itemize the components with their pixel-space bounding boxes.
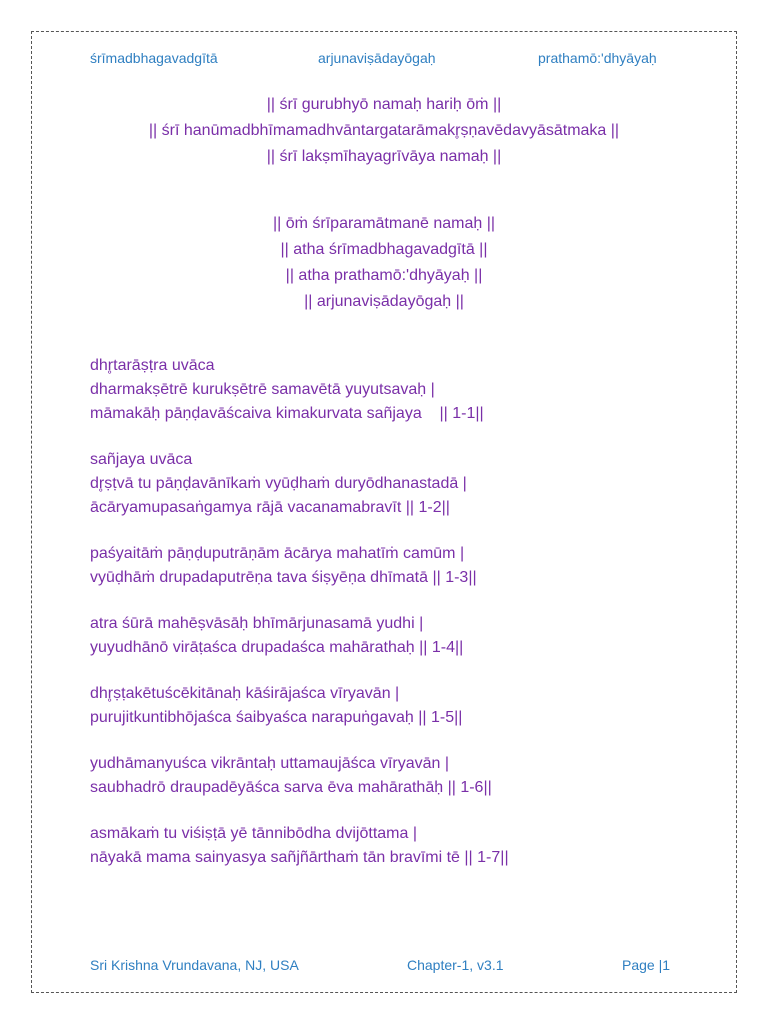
verse-1-5 xyxy=(90,682,509,730)
verse-line: dhr̥ṣṭakētuścēkitānaḥ kāśirājaśca vīryavān | xyxy=(90,685,400,702)
verse-line: asmākaṁ tu viśiṣṭā yē tānnibōdha dvijōttama | xyxy=(90,825,417,842)
verse-1-7 xyxy=(90,822,509,870)
invocation-line: || ōṁ śrīparamātmanē namaḥ || xyxy=(272,215,496,232)
verse-line: vyūḍhāṁ drupadaputrēṇa tava śiṣyēṇa dhīmatā || 1-3|| xyxy=(90,569,477,586)
header-chapter-number: prathamō:'dhyāyaḥ xyxy=(538,50,657,66)
verse-line: dharmakṣētrē kurukṣētrē samavētā yuyutsavaḥ | xyxy=(90,381,435,398)
invocation-line: || atha prathamō:'dhyāyaḥ || xyxy=(285,267,483,284)
verse-list xyxy=(90,354,509,892)
verse-line: nāyakā mama sainyasya sañjñārthaṁ tān bravīmi tē || 1-7|| xyxy=(90,849,509,866)
verse-1-4 xyxy=(90,612,509,660)
header-chapter-name: arjunaviṣādayōgaḥ xyxy=(318,50,436,66)
verse-line: dr̥ṣṭvā tu pāṇḍavānīkaṁ vyūḍhaṁ duryōdhanastadā | xyxy=(90,475,467,492)
invocation-line: || atha śrīmadbhagavadgītā || xyxy=(280,241,488,258)
header-book-title: śrīmadbhagavadgītā xyxy=(90,50,218,66)
verse-line: atra śūrā mahēṣvāsāḥ bhīmārjunasamā yudhi | xyxy=(90,615,424,632)
verse-1-3 xyxy=(90,542,509,590)
footer-publisher: Sri Krishna Vrundavana, NJ, USA xyxy=(90,957,299,973)
footer-chapter-version: Chapter-1, v3.1 xyxy=(407,957,504,973)
verse-line: sañjaya uvāca xyxy=(90,451,193,468)
verse-line: yudhāmanyuśca vikrāntaḥ uttamaujāśca vīryavān | xyxy=(90,755,450,772)
running-header xyxy=(0,50,768,70)
invocation-line: || śrī lakṣmīhayagrīvāya namaḥ || xyxy=(266,148,502,165)
verse-1-6 xyxy=(90,752,509,800)
verse-line: ācāryamupasaṅgamya rājā vacanamabravīt || 1-2|| xyxy=(90,499,450,516)
verse-line: saubhadrō draupadēyāśca sarva ēva mahārathāḥ || 1-6|| xyxy=(90,779,492,796)
verse-line: purujitkuntibhōjaśca śaibyaśca narapuṅgavaḥ || 1-5|| xyxy=(90,709,463,726)
verse-1-2 xyxy=(90,448,509,520)
invocation-top xyxy=(0,92,768,170)
invocation-line: || śrī hanūmadbhīmamadhvāntargatarāmakr̥ṣṇavēdavyāsātmaka || xyxy=(148,122,620,139)
running-footer xyxy=(0,957,768,977)
verse-line: dhr̥tarāṣṭra uvāca xyxy=(90,357,215,374)
invocation-line: || śrī gurubhyō namaḥ hariḥ ōṁ || xyxy=(266,96,502,113)
verse-line: māmakāḥ pāṇḍavāścaiva kimakurvata sañjaya || 1-1|| xyxy=(90,405,484,422)
invocation-line: || arjunaviṣādayōgaḥ || xyxy=(304,293,464,310)
footer-page-number: Page |1 xyxy=(622,957,671,973)
verse-1-1 xyxy=(90,354,509,426)
verse-line: paśyaitāṁ pāṇḍuputrāṇām ācārya mahatīṁ camūm | xyxy=(90,545,465,562)
verse-line: yuyudhānō virāṭaśca drupadaśca mahārathaḥ || 1-4|| xyxy=(90,639,464,656)
invocation-chapter xyxy=(0,211,768,315)
